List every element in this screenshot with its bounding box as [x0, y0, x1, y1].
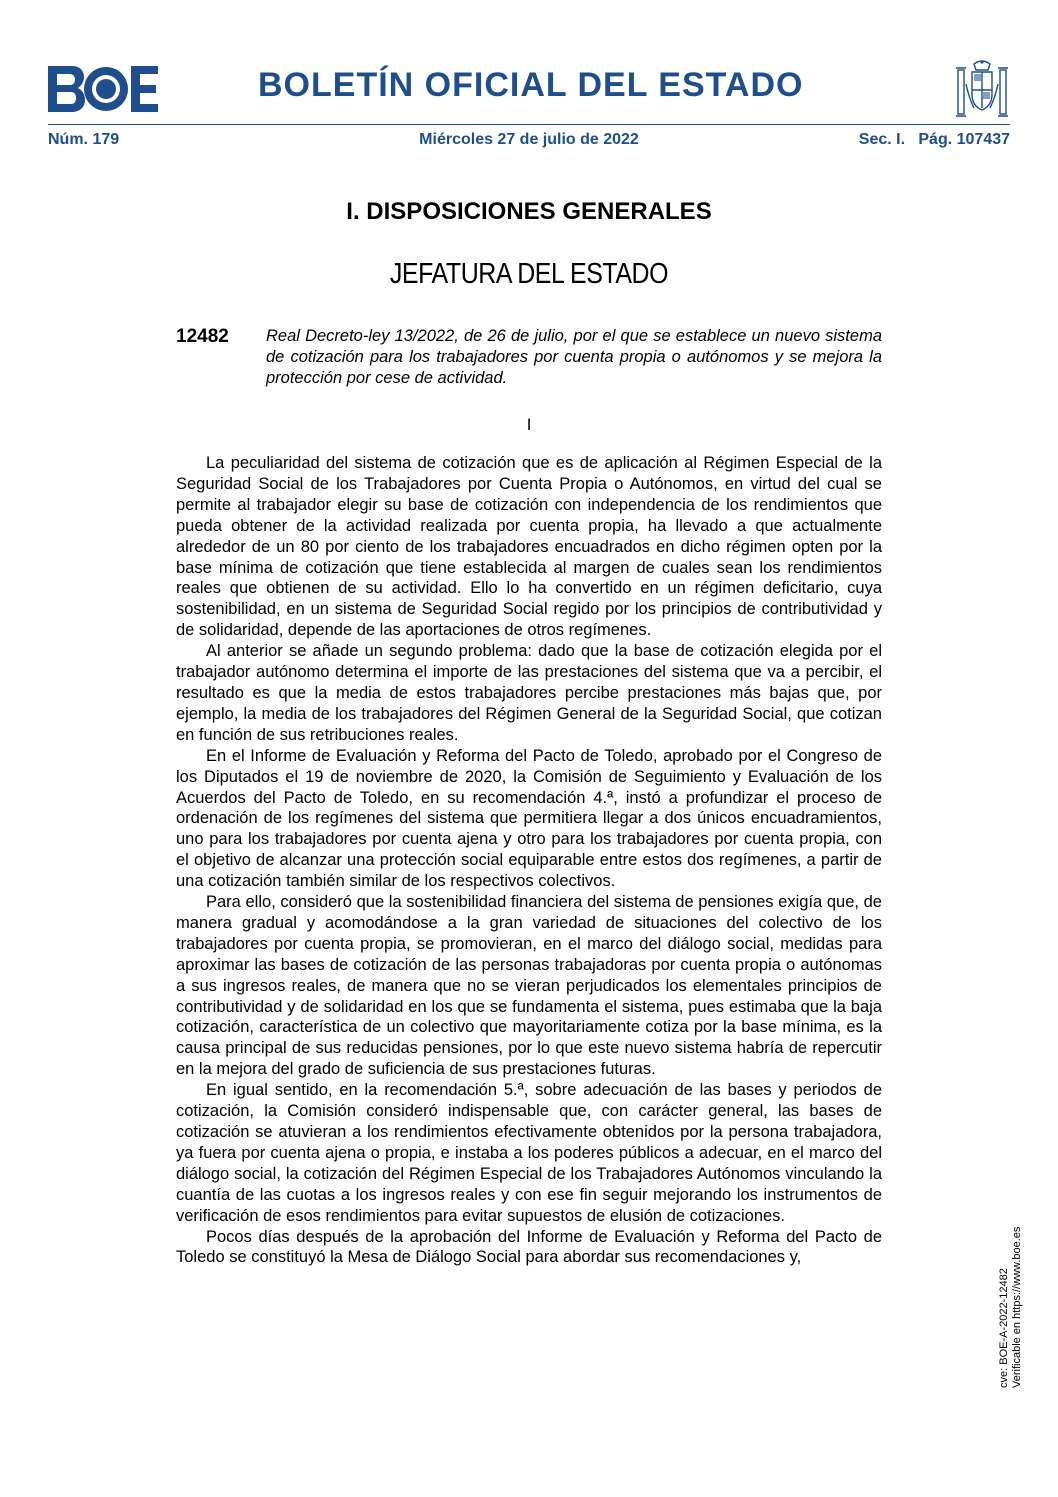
paragraph: La peculiaridad del sistema de cotización que es de aplicación al Régimen Especial de la Seguridad Social de los Trabajadores por Cuenta Propia o Autónomos, en virtud del cual se permite al trabajador elegir su base de cotización con independencia de los rendimientos que pueda obtener de la actividad realizada por cuenta propia, ha llevado a que actualmente alrededor de un 80 por ciento de los trabajadores encuadrados en dicho régimen opten por la base mínima de cotización que tiene establecida al margen de cuales sean los rendimientos reales que obtienen de su actividad. Ello lo ha convertido en un régimen deficitario, cuya sostenibilidad, en un sistema de Seguridad Social regido por los principios de contributividad y de solidaridad, depende de las aportaciones de otros regímenes. — [176, 454, 882, 640]
organization-title: JEFATURA DEL ESTADO — [389, 258, 669, 290]
roman-heading: I — [526, 416, 532, 434]
issue-header — [48, 128, 1010, 154]
masthead — [48, 58, 1010, 124]
section-title: I. DISPOSICIONES GENERALES — [346, 198, 712, 225]
paragraph: Para ello, consideró que la sostenibilidad financiera del sistema de pensiones exigía que, de manera gradual y acomodándose a la gran variedad de situaciones del colectivo de los trabajadores por cuenta propia, se promovieran, en el marco del diálogo social, medidas para aproximar las bases de cotización de las personas trabajadoras por cuenta propia o autónomas a sus ingresos reales, de manera que no se vieran perjudicados los elementales principios de contributividad y de solidaridad en los que se fundamenta el sistema, pues estimaba que la baja cotización, característica de un colectivo que mayoritariamente cotiza por la base mínima, es la causa principal de sus reducidas pensiones, por lo que este nuevo sistema habría de repercutir en la mejora del grado de suficiencia de sus prestaciones futuras. — [176, 893, 882, 1079]
disposition-number: 12482 — [176, 326, 229, 347]
paragraph: En el Informe de Evaluación y Reforma del Pacto de Toledo, aprobado por el Congreso de los Diputados el 19 de noviembre de 2020, la Comisión de Seguimiento y Evaluación de los Acuerdos del Pacto de Toledo, en su recomendación 4.ª, instó a profundizar el proceso de ordenación de los regímenes del sistema que permitiera llegar a dos únicos encuadramientos, uno para los trabajadores por cuenta ajena y otro para los trabajadores por cuenta propia, con el objetivo de alcanzar una protección social equiparable entre estos dos regímenes, a partir de una cotización también similar de los respectivos colectivos. — [176, 746, 882, 891]
paragraph: En igual sentido, en la recomendación 5.ª, sobre adecuación de las bases y periodos de cotización, la Comisión consideró indispensable que, con carácter general, las bases de cotización se atuvieran a los rendimientos efectivamente obtenidos por la persona trabajadora, ya fuera por cuenta ajena o propia, e instaba a los poderes públicos a adecuar, en el marco del diálogo social, la cotización del Régimen Especial de los Trabajadores Autónomos vinculando la cuantía de las cuotas a los ingresos reales y con ese fin seguir mejorando los instrumentos de verificación de esos rendimientos para evitar supuestos de elusión de cotizaciones. — [176, 1081, 882, 1225]
cve-rotated-text — [998, 1227, 1024, 1388]
paragraph: Al anterior se añade un segundo problema: dado que la base de cotización elegida por el trabajador autónomo determina el importe de las prestaciones del sistema que va a percibir, el resultado es que la media de estos trabajadores percibe prestaciones más bajas que, por ejemplo, la media de los trabajadores del Régimen General de la Seguridad Social, que cotizan en función de sus retribuciones reales. — [176, 642, 882, 744]
issue-date: Miércoles 27 de julio de 2022 — [419, 131, 639, 148]
boe-logo-icon — [48, 64, 158, 114]
body-text — [176, 453, 882, 1268]
verification-link[interactable]: Verificable en https://www.boe.es — [1011, 1226, 1023, 1388]
coat-of-arms-icon — [954, 58, 1010, 124]
disposition-title: Real Decreto-ley 13/2022, de 26 de julio, por el que se establece un nuevo sistema de cotización para los trabajadores por cuenta propia o autónomos y se mejora la protección por cese de actividad. — [266, 327, 882, 387]
section-page: Sec. I. Pág. 107437 — [858, 131, 1010, 148]
issue-number: Núm. 179 — [48, 131, 120, 148]
cve-code: cve: BOE-A-2022-12482 — [998, 1268, 1010, 1388]
cve-sidebar — [998, 1226, 1026, 1388]
header-divider — [48, 124, 1010, 125]
paragraph: Pocos días después de la aprobación del Informe de Evaluación y Reforma del Pacto de Toledo se constituyó la Mesa de Diálogo Social para abordar sus recomendaciones y, — [176, 1227, 882, 1267]
masthead-title: BOLETÍN OFICIAL DEL ESTADO — [258, 66, 804, 104]
